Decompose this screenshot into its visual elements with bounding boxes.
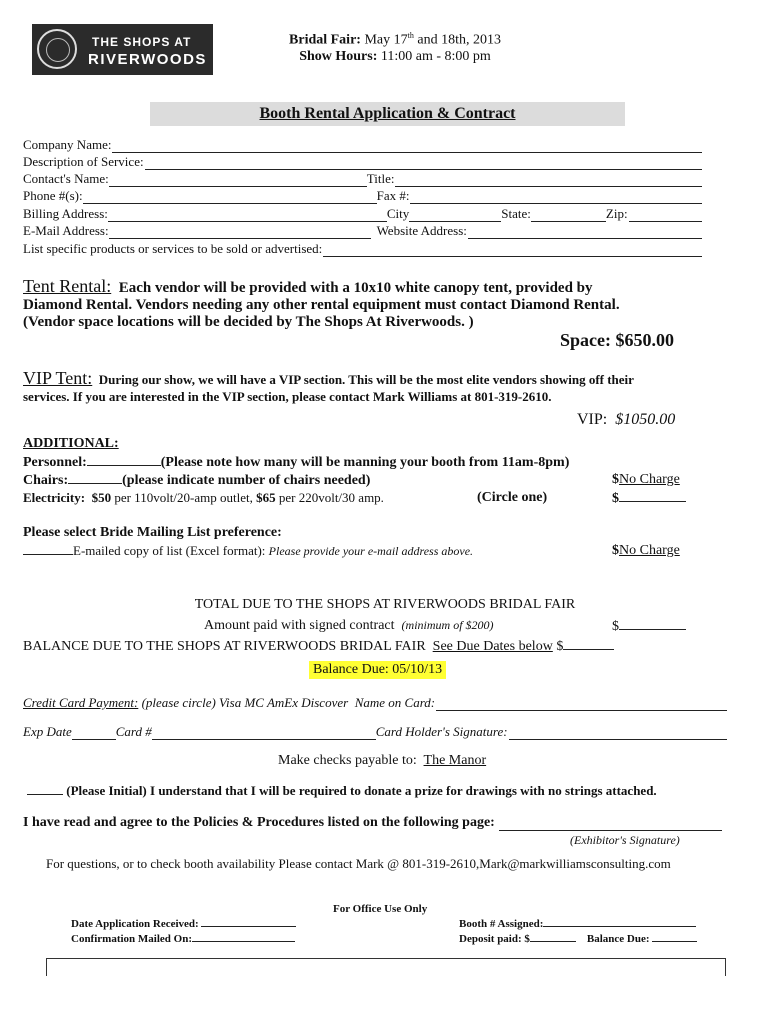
policies-row: I have read and agree to the Policies & Procedures listed on the following page:: [23, 815, 723, 831]
fair-dates: Bridal Fair: May 17th and 18th, 2013: [289, 31, 501, 48]
chairs-row: Chairs: (please indicate number of chairs needed): [23, 473, 371, 488]
personnel-field[interactable]: [87, 454, 161, 466]
checks-payable: Make checks payable to: The Manor: [278, 753, 487, 768]
contact-name-field[interactable]: [109, 175, 367, 187]
booth-field[interactable]: [543, 917, 696, 927]
phone-field[interactable]: [83, 192, 377, 204]
vip-section: VIP Tent: During our show, we will have a VIP section. This will be the most elite vendors showing off their services. If you are interested in the VIP section, please contact Mark Williams at 801-319-2610.: [23, 368, 634, 404]
mailing-cost: $No Charge: [612, 543, 680, 558]
booth-row: Booth # Assigned:: [459, 917, 696, 930]
contact-row: Contact's Name: Title:: [23, 170, 703, 187]
products-row: List specific products or services to be sold or advertised:: [23, 240, 703, 257]
seal-icon: [37, 29, 77, 69]
date-received-field[interactable]: [201, 917, 296, 927]
logo-line-2: RIVERWOODS: [88, 51, 207, 68]
billing-address-field[interactable]: [108, 210, 387, 222]
company-logo: [32, 24, 213, 75]
exhibitor-signature-field[interactable]: [499, 819, 722, 831]
description-row: Description of Service:: [23, 153, 703, 170]
electricity-row: Electricity: $50 per 110volt/20-amp outlet, $65 per 220volt/30 amp.: [23, 490, 384, 505]
electricity-cost-field[interactable]: [619, 490, 686, 502]
description-field[interactable]: [145, 158, 702, 170]
zip-field[interactable]: [629, 210, 702, 222]
company-name-field[interactable]: [112, 141, 702, 153]
exp-date-field[interactable]: [72, 728, 116, 740]
deposit-field[interactable]: [530, 932, 576, 942]
fax-field[interactable]: [410, 192, 702, 204]
amount-paid-row: Amount paid with signed contract (minimum of $200): [204, 618, 494, 633]
email-field[interactable]: [109, 227, 371, 239]
show-hours: Show Hours: 11:00 am - 8:00 pm: [299, 49, 491, 64]
logo-line-1: THE SHOPS AT: [92, 35, 192, 49]
tent-rental-section: Tent Rental: Each vendor will be provided with a 10x10 white canopy tent, provided by Diamond Rental. Vendors needing any other rental equipment must contact Diamond Rental. (Vendor space locations will be decided by The Shops At Riverwoods. ): [23, 276, 620, 330]
page-bottom-mask: [0, 976, 770, 1024]
initial-field[interactable]: [27, 783, 63, 795]
personnel-row: Personnel: (Please note how many will be manning your booth from 11am-8pm): [23, 455, 570, 470]
confirmation-field[interactable]: [192, 932, 295, 942]
name-on-card-field[interactable]: [436, 699, 727, 711]
mailing-option-row: E-mailed copy of list (Excel format): Please provide your e-mail address above.: [23, 543, 473, 559]
phone-row: Phone #(s): Fax #:: [23, 187, 703, 204]
chairs-cost: $No Charge: [612, 472, 680, 487]
card-holder-signature-field[interactable]: [509, 728, 727, 740]
mailing-heading: Please select Bride Mailing List preference:: [23, 525, 282, 540]
page-title: Booth Rental Application & Contract: [150, 102, 625, 126]
balance-due-field[interactable]: [563, 638, 614, 650]
initial-row: (Please Initial) I understand that I will be required to donate a prize for drawings with no strings attached.: [27, 783, 657, 799]
space-price: Space: $650.00: [560, 330, 674, 350]
email-row: E-Mail Address: Website Address:: [23, 222, 703, 239]
office-balance-field[interactable]: [652, 932, 697, 942]
total-due: TOTAL DUE TO THE SHOPS AT RIVERWOODS BRIDAL FAIR: [194, 597, 576, 612]
exhibitor-signature-label: (Exhibitor's Signature): [570, 833, 680, 847]
balance-due-date: Balance Due: 05/10/13: [309, 661, 446, 679]
contact-info: For questions, or to check booth availability Please contact Mark @ 801-319-2610,Mark@markwilliamsconsulting.com: [46, 856, 671, 871]
confirmation-row: Confirmation Mailed On:: [71, 932, 295, 945]
electricity-cost: $: [612, 490, 686, 507]
deposit-row: Deposit paid: $ Balance Due:: [459, 932, 697, 945]
billing-row: Billing Address: City State: Zip:: [23, 205, 703, 222]
state-field[interactable]: [531, 210, 606, 222]
balance-due-row: BALANCE DUE TO THE SHOPS AT RIVERWOODS BRIDAL FAIR See Due Dates below $: [23, 638, 614, 655]
chairs-field[interactable]: [68, 472, 122, 484]
card-number-field[interactable]: [152, 728, 376, 740]
circle-one: (Circle one): [477, 490, 548, 505]
office-heading: For Office Use Only: [333, 903, 428, 915]
credit-card-row: Credit Card Payment: (please circle) Visa MC AmEx Discover Name on Card:: [23, 695, 728, 711]
city-field[interactable]: [409, 210, 501, 222]
products-field[interactable]: [323, 245, 702, 257]
date-received-row: Date Application Received:: [71, 917, 296, 930]
title-field[interactable]: [395, 175, 702, 187]
vip-price: VIP: $1050.00: [577, 411, 676, 428]
website-field[interactable]: [468, 227, 702, 239]
card-details-row: Exp Date Card # Card Holder's Signature:: [23, 724, 728, 740]
amount-paid-field[interactable]: $: [612, 618, 686, 635]
company-name-row: Company Name:: [23, 136, 703, 153]
additional-heading: ADDITIONAL:: [23, 436, 119, 451]
mailing-option-field[interactable]: [23, 543, 73, 555]
